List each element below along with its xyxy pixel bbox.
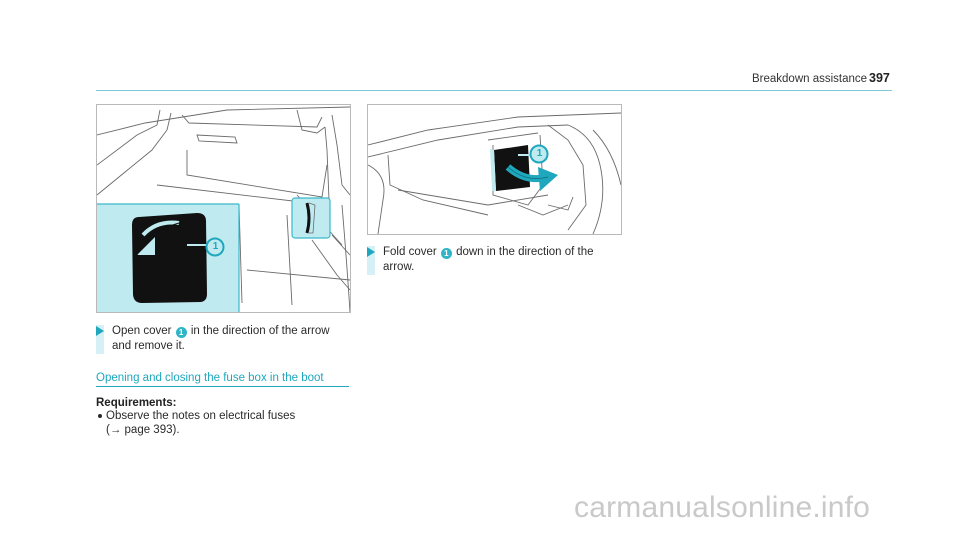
illustration-boot-cover xyxy=(367,104,622,235)
step-text: Fold cover 1 down in the direction of the arrow. xyxy=(383,246,594,273)
step-arrow-icon xyxy=(96,326,104,336)
instruction-step xyxy=(367,245,627,277)
watermark: carmanualsonline.info xyxy=(574,491,871,524)
page-reference-link[interactable]: (→ page 393). xyxy=(106,424,180,436)
requirements-label: Requirements: xyxy=(96,397,177,409)
section-rule xyxy=(96,386,349,387)
instruction-step xyxy=(96,324,356,356)
page-number: 397 xyxy=(869,71,890,85)
callout-number: 1 xyxy=(212,241,219,252)
marker-badge: 1 xyxy=(441,248,452,259)
step-arrow-icon xyxy=(367,247,375,257)
bullet-icon xyxy=(98,414,102,418)
header-rule xyxy=(96,90,892,91)
running-header-section: Breakdown assistance xyxy=(752,73,868,85)
marker-badge: 1 xyxy=(176,327,187,338)
step-text: Open cover 1 in the direction of the arrow and remove it. xyxy=(112,325,330,352)
section-heading: Opening and closing the fuse box in the boot xyxy=(96,372,324,384)
illustration-side-cover xyxy=(96,104,351,313)
callout-number: 1 xyxy=(536,148,543,159)
